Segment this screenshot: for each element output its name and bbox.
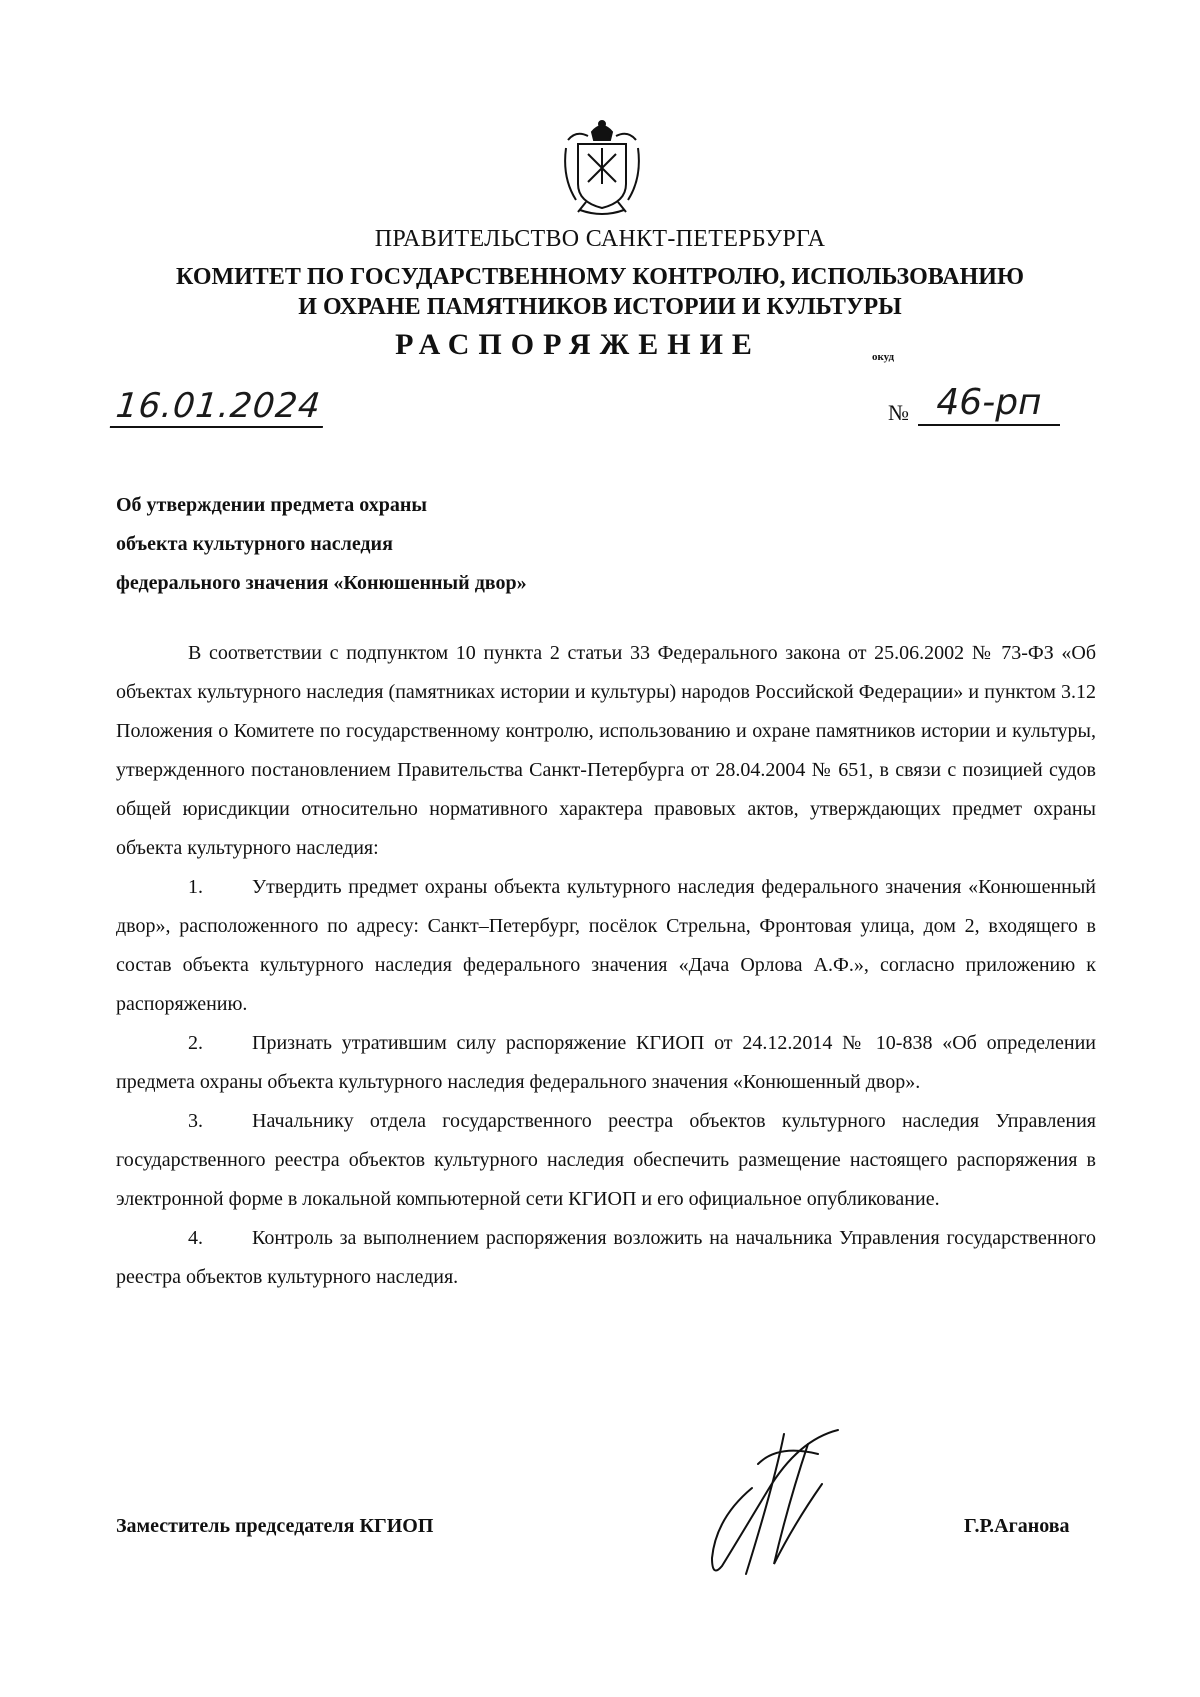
signatory-position: Заместитель председателя КГИОП (116, 1515, 434, 1537)
committee-title-line-1: КОМИТЕТ ПО ГОСУДАРСТВЕННОМУ КОНТРОЛЮ, ИСПОЛЬЗОВАНИЮ (176, 264, 1024, 290)
signatory-name: Г.Р.Аганова (964, 1515, 1070, 1537)
okud-label: окуд (872, 351, 895, 363)
committee-title-line-2: И ОХРАНЕ ПАМЯТНИКОВ ИСТОРИИ И КУЛЬТУРЫ (298, 294, 902, 320)
subject-line: Об утверждении предмета охраны (116, 494, 427, 516)
document-number: 46-рп (918, 382, 1060, 426)
coat-of-arms-icon (558, 118, 646, 218)
document-subject (116, 486, 527, 603)
subject-line: объекта культурного наследия (116, 533, 393, 555)
item-number: 4. (188, 1227, 203, 1249)
order-item (116, 1102, 1096, 1219)
document-body (116, 634, 1096, 1297)
document-type: РАСПОРЯЖЕНИЕ (395, 328, 761, 361)
document-date: 16.01.2024 (110, 386, 327, 428)
preamble-paragraph: В соответствии с подпунктом 10 пункта 2 статьи 33 Федерального закона от 25.06.2002 № 73-ФЗ «Об объектах культурного наследия (памятниках истории и культуры) народов Российской Федерации» и пунктом 3.12 Положения о Комитете по государственному контролю, использованию и охране памятников истории и культуры, утвержденного постановлением Правительства Санкт-Петербурга от 28.04.2004 № 651, в связи с позицией судов общей юрисдикции относительно нормативного характера правовых актов, утверждающих предмет охраны объекта культурного наследия: (116, 642, 1096, 859)
subject-line: федерального значения «Конюшенный двор» (116, 572, 527, 594)
handwritten-signature (688, 1424, 858, 1584)
item-text: Признать утратившим силу распоряжение КГИОП от 24.12.2014 № 10-838 «Об определении предмета охраны объекта культурного наследия федерального значения «Конюшенный двор». (116, 1032, 1096, 1093)
government-title: ПРАВИТЕЛЬСТВО САНКТ-ПЕТЕРБУРГА (374, 226, 826, 252)
number-label: № (888, 400, 909, 425)
item-number: 1. (188, 876, 203, 898)
item-number: 3. (188, 1110, 203, 1132)
order-item (116, 1219, 1096, 1297)
item-text: Начальнику отдела государственного реестра объектов культурного наследия Управления государственного реестра объектов культурного наследия обеспечить размещение настоящего распоряжения в электронной форме в локальной компьютерной сети КГИОП и его официальное опубликование. (116, 1110, 1096, 1210)
item-text: Утвердить предмет охраны объекта культурного наследия федерального значения «Конюшенный двор», расположенного по адресу: Санкт–Петербург, посёлок Стрельна, Фронтовая улица, дом 2, входящего в состав объекта культурного наследия федерального значения «Дача Орлова А.Ф.», согласно приложению к распоряжению. (116, 876, 1096, 1015)
order-item (116, 868, 1096, 1024)
item-number: 2. (188, 1032, 203, 1054)
order-item (116, 1024, 1096, 1102)
item-text: Контроль за выполнением распоряжения возложить на начальника Управления государственного реестра объектов культурного наследия. (116, 1227, 1096, 1288)
